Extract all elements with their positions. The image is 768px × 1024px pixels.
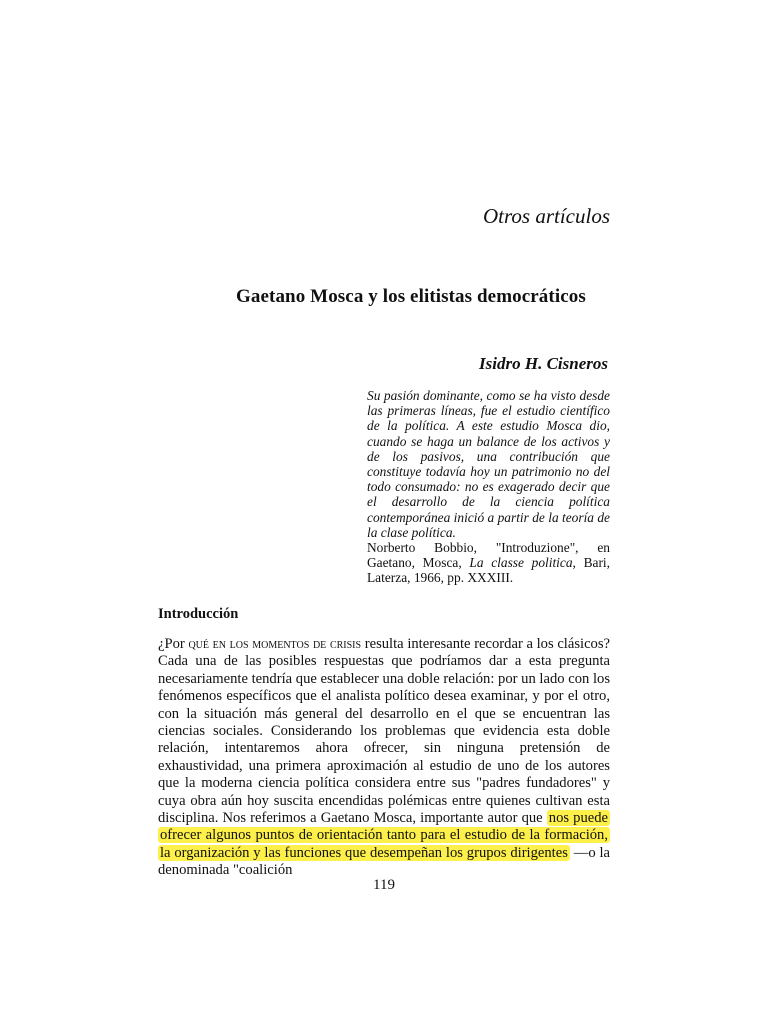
citation-work: La classe politica [469, 555, 573, 571]
body-text-2: —o la denominada "coalición [158, 844, 610, 879]
lead-smallcaps: qué en los momentos de crisis [188, 636, 362, 652]
article-title: Gaetano Mosca y los elitistas democráticos [236, 286, 586, 307]
lead-word: ¿Por [158, 636, 185, 652]
section-heading: Introducción [158, 606, 239, 622]
highlighted-passage: nos puede ofrecer algunos puntos de orientación tanto para el estudio de la formación, la organización y las funciones que desempeñan los grupos dirigentes [160, 810, 608, 861]
page-number: 119 [373, 877, 395, 893]
epigraph [367, 388, 610, 586]
author-name: Isidro H. Cisneros [479, 354, 608, 373]
citation-prefix: Norberto Bobbio, "Introduzione", en Gaetano, Mosca, [367, 540, 610, 571]
citation-suffix: , Bari, Laterza, 1966, pp. XXXIII. [367, 555, 610, 586]
epigraph-citation [367, 540, 610, 586]
epigraph-quote: Su pasión dominante, como se ha visto desde las primeras líneas, fue el estudio científico de la política. A este estudio Mosca dio, cuando se haga un balance de los activos y de los pasivos, una contribución que constituye todavía hoy un patrimonio no del todo consumado: no es exagerado decir que el desarrollo de la ciencia política contemporánea inició a partir de la teoría de la clase política. [367, 388, 610, 540]
section-label: Otros artículos [483, 204, 610, 228]
body-text-1: resulta interesante recordar a los clásicos? Cada una de las posibles respuestas que podríamos dar a esta pregunta necesariamente tendría que establecer una doble relación: por un lado con los fenómenos específicos que el analista político desea examinar, y por el otro, con la situación más general del desarrollo en el que se encuentran las ciencias sociales. Considerando los problemas que evidencia esta doble relación, intentaremos ahora ofrecer, sin ninguna pretensión de exhaustividad, una primera aproximación al estudio de uno de los autores que la moderna ciencia política considera entre sus "padres fundadores" y cuya obra aún hoy suscita encendidas polémicas entre quienes cultivan esta disciplina. Nos referimos a Gaetano Mosca, importante autor que [158, 636, 610, 827]
body-paragraph [158, 636, 610, 880]
